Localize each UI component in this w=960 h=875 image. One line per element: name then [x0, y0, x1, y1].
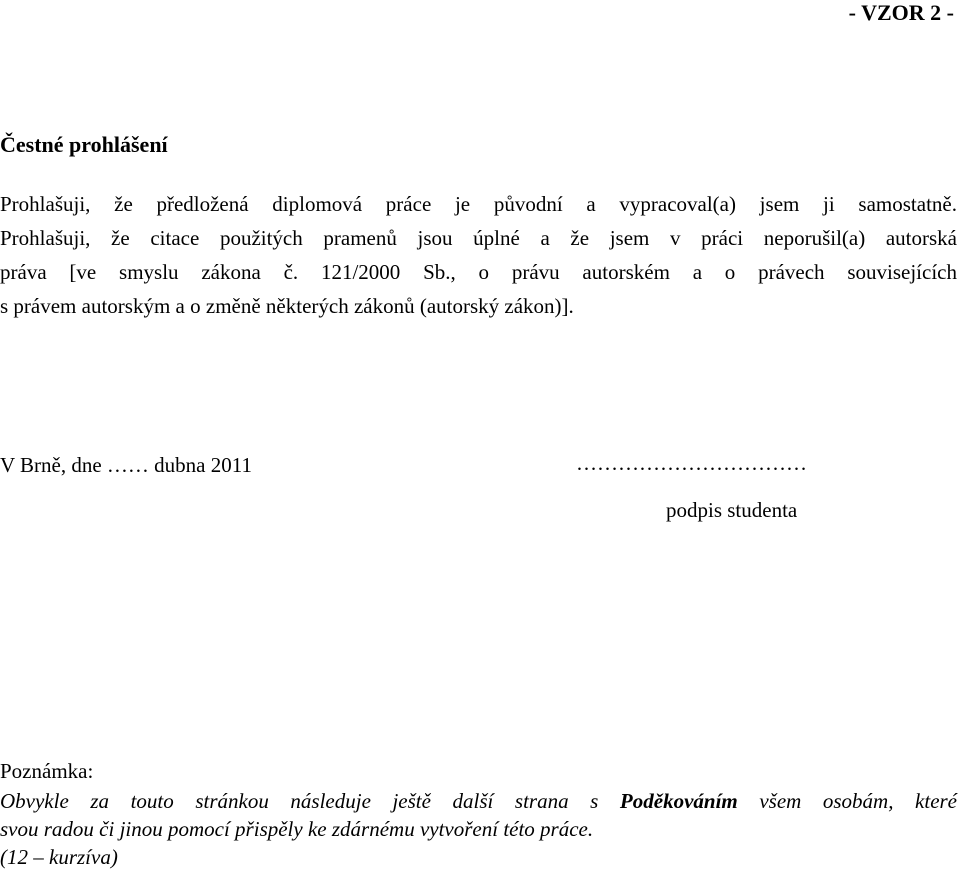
declaration-title: Čestné prohlášení — [0, 132, 168, 157]
signature-line: …………………………… — [576, 451, 807, 475]
note-text-after: všem osobám, které — [759, 789, 958, 813]
note-emphasis: Poděkováním — [619, 789, 738, 813]
note-label: Poznámka: — [0, 759, 94, 783]
note-text — [0, 787, 957, 871]
declaration-text — [0, 187, 957, 323]
place-date: V Brně, dne …… dubna 2011 — [0, 453, 252, 477]
note-line: (12 – kurzíva) — [0, 845, 118, 869]
note-text-before: Obvykle za touto stránkou následuje ještě další strana s — [0, 789, 599, 813]
declaration-line: Prohlašuji, že předložená diplomová práce je původní a vypracoval(a) jsem ji samostatně. — [0, 192, 957, 216]
declaration-line: práva [ve smyslu zákona č. 121/2000 Sb., o právu autorském a o právech souvisejících — [0, 260, 957, 284]
signature-label: podpis studenta — [666, 498, 798, 522]
declaration-line: Prohlašuji, že citace použitých pramenů jsou úplné a že jsem v práci neporušil(a) autorská — [0, 226, 957, 250]
declaration-line: s právem autorským a o změně některých zákonů (autorský zákon)]. — [0, 294, 574, 318]
template-label: - VZOR 2 - — [848, 0, 954, 25]
note-line — [0, 787, 957, 815]
note-line: svou radou či jinou pomocí přispěly ke zdárnému vytvoření této práce. — [0, 817, 594, 841]
